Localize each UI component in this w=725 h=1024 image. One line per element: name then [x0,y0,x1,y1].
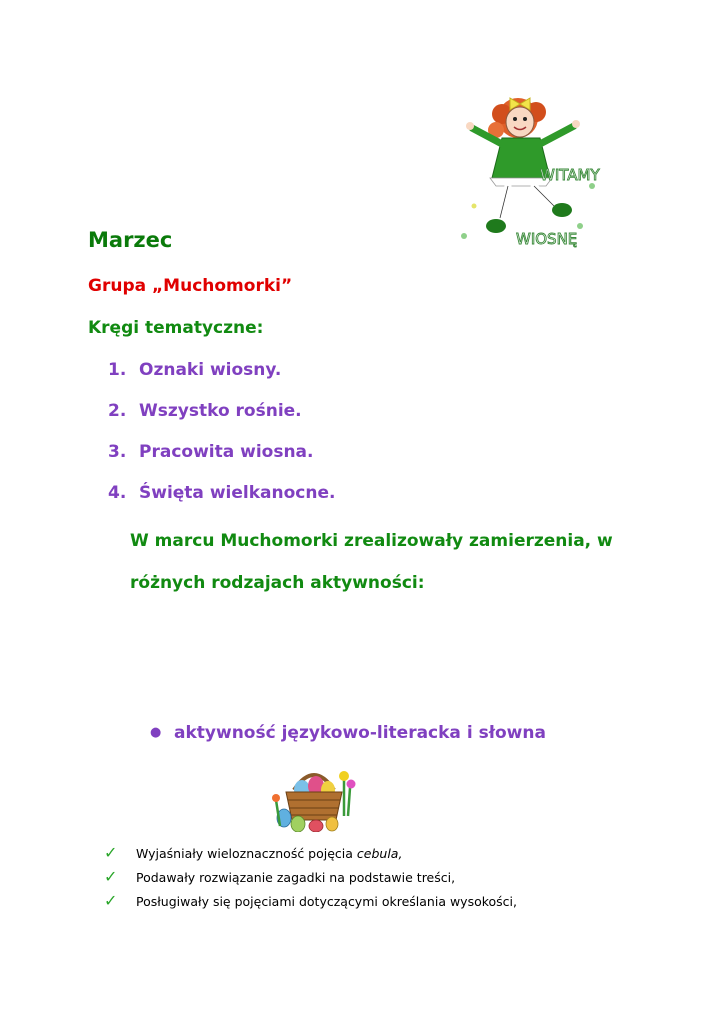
checklist-item: ✓ Wyjaśniały wieloznaczność pojęcia cebula, [104,843,403,862]
check-icon: ✓ [104,891,118,910]
checklist-item: ✓ Posługiwały się pojęciami dotyczącymi określania wysokości, [104,891,517,910]
theme-item: 4. Święta wielkanocne. [108,483,336,503]
theme-item: 1. Oznaki wiosny. [108,360,282,380]
group-name: Grupa „Muchomorki” [88,276,293,296]
theme-item: 3. Pracowita wiosna. [108,442,314,462]
welcome-lettering-bottom: WIOSNĘ [516,230,578,248]
theme-item: 2. Wszystko rośnie. [108,401,302,421]
bullet-icon: ● [150,725,162,740]
themes-list [108,358,335,522]
check-icon: ✓ [104,867,118,886]
easter-basket-illustration [272,760,356,832]
themes-heading: Kręgi tematyczne: [88,318,264,338]
welcome-spring-illustration [450,86,620,258]
activity-label: aktywność językowo-literacka i słowna [174,723,546,743]
activity-heading [150,723,546,743]
checklist [104,842,517,914]
page-title: Marzec [88,228,173,252]
welcome-lettering-top: WITAMY [540,166,600,184]
intro-paragraph: W marcu Muchomorki zrealizowały zamierzenia, w różnych rodzajach aktywności: [130,531,613,593]
checklist-item: ✓ Podawały rozwiązanie zagadki na podstawie treści, [104,867,456,886]
check-icon: ✓ [104,843,118,862]
